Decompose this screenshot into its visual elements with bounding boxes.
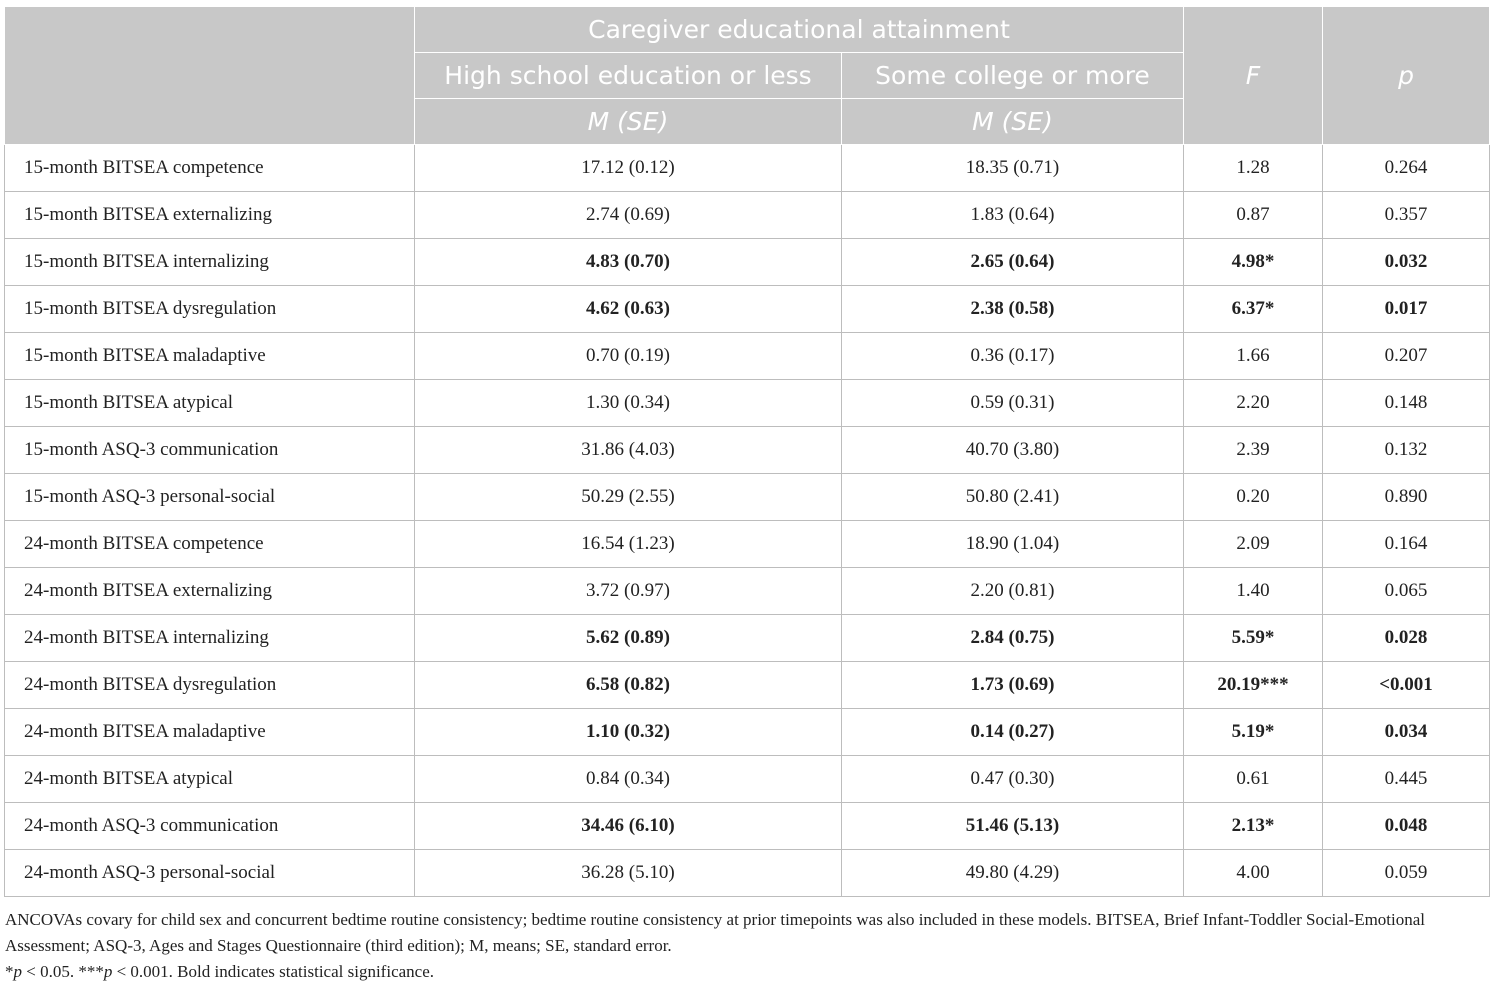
cell-p: 0.032 — [1323, 239, 1490, 286]
cell-some-college: 18.90 (1.04) — [842, 521, 1184, 568]
cell-f: 20.19*** — [1184, 662, 1323, 709]
cell-some-college: 0.36 (0.17) — [842, 333, 1184, 380]
cell-high-school: 16.54 (1.23) — [415, 521, 842, 568]
header-group-title: Caregiver educational attainment — [415, 7, 1184, 53]
cell-p: 0.357 — [1323, 192, 1490, 239]
table-row — [5, 521, 1490, 568]
row-label: 15-month BITSEA internalizing — [5, 239, 415, 286]
row-label: 15-month BITSEA maladaptive — [5, 333, 415, 380]
results-table-container — [4, 6, 1489, 985]
cell-f: 0.61 — [1184, 756, 1323, 803]
cell-high-school: 0.70 (0.19) — [415, 333, 842, 380]
row-label: 24-month BITSEA competence — [5, 521, 415, 568]
header-f: F — [1184, 7, 1323, 145]
cell-high-school: 36.28 (5.10) — [415, 850, 842, 897]
cell-p: 0.164 — [1323, 521, 1490, 568]
table-row — [5, 427, 1490, 474]
header-some-college: Some college or more — [842, 53, 1184, 99]
table-row — [5, 615, 1490, 662]
row-label: 24-month BITSEA atypical — [5, 756, 415, 803]
cell-f: 2.13* — [1184, 803, 1323, 850]
cell-f: 0.20 — [1184, 474, 1323, 521]
cell-f: 2.20 — [1184, 380, 1323, 427]
row-label: 15-month ASQ-3 personal-social — [5, 474, 415, 521]
cell-f: 1.28 — [1184, 145, 1323, 192]
cell-some-college: 2.38 (0.58) — [842, 286, 1184, 333]
row-label: 15-month ASQ-3 communication — [5, 427, 415, 474]
cell-some-college: 2.84 (0.75) — [842, 615, 1184, 662]
table-row — [5, 662, 1490, 709]
cell-high-school: 5.62 (0.89) — [415, 615, 842, 662]
cell-f: 1.40 — [1184, 568, 1323, 615]
cell-high-school: 3.72 (0.97) — [415, 568, 842, 615]
row-label: 24-month ASQ-3 communication — [5, 803, 415, 850]
cell-p: 0.264 — [1323, 145, 1490, 192]
cell-p: 0.028 — [1323, 615, 1490, 662]
table-row — [5, 286, 1490, 333]
cell-some-college: 50.80 (2.41) — [842, 474, 1184, 521]
cell-high-school: 1.30 (0.34) — [415, 380, 842, 427]
cell-some-college: 0.14 (0.27) — [842, 709, 1184, 756]
cell-p: 0.445 — [1323, 756, 1490, 803]
cell-f: 1.66 — [1184, 333, 1323, 380]
header-blank-cell — [5, 7, 415, 145]
cell-some-college: 18.35 (0.71) — [842, 145, 1184, 192]
cell-f: 6.37* — [1184, 286, 1323, 333]
cell-f: 4.98* — [1184, 239, 1323, 286]
results-table — [4, 6, 1490, 897]
sig-star: * — [5, 962, 14, 981]
row-label: 24-month BITSEA internalizing — [5, 615, 415, 662]
table-row — [5, 474, 1490, 521]
sig-text-one: < 0.05. *** — [22, 962, 104, 981]
cell-some-college: 1.73 (0.69) — [842, 662, 1184, 709]
cell-some-college: 2.20 (0.81) — [842, 568, 1184, 615]
notes-significance — [5, 959, 1489, 985]
cell-p: 0.048 — [1323, 803, 1490, 850]
cell-p: 0.017 — [1323, 286, 1490, 333]
row-label: 24-month BITSEA maladaptive — [5, 709, 415, 756]
sig-text-two: < 0.001. Bold indicates statistical significance. — [112, 962, 434, 981]
header-stat-some-college: M (SE) — [842, 99, 1184, 145]
table-row — [5, 333, 1490, 380]
cell-high-school: 0.84 (0.34) — [415, 756, 842, 803]
cell-some-college: 51.46 (5.13) — [842, 803, 1184, 850]
cell-p: 0.132 — [1323, 427, 1490, 474]
cell-some-college: 0.47 (0.30) — [842, 756, 1184, 803]
cell-high-school: 1.10 (0.32) — [415, 709, 842, 756]
cell-high-school: 6.58 (0.82) — [415, 662, 842, 709]
table-row — [5, 192, 1490, 239]
cell-some-college: 40.70 (3.80) — [842, 427, 1184, 474]
sig-p-one: p — [13, 962, 22, 981]
cell-p: 0.034 — [1323, 709, 1490, 756]
row-label: 15-month BITSEA externalizing — [5, 192, 415, 239]
cell-f: 4.00 — [1184, 850, 1323, 897]
row-label: 24-month BITSEA dysregulation — [5, 662, 415, 709]
cell-high-school: 31.86 (4.03) — [415, 427, 842, 474]
table-row — [5, 850, 1490, 897]
header-high-school: High school education or less — [415, 53, 842, 99]
cell-p: 0.148 — [1323, 380, 1490, 427]
header-p: p — [1323, 7, 1490, 145]
notes-abbreviations: ANCOVAs covary for child sex and concurrent bedtime routine consistency; bedtime routine consistency at prior timepoints was also included in these models. BITSEA, Brief Infant-Toddler Social-Emotional Assessment; ASQ-3, Ages and Stages Questionnaire (third edition); M, means; SE, standard error. — [5, 910, 1426, 955]
cell-p: 0.065 — [1323, 568, 1490, 615]
cell-f: 0.87 — [1184, 192, 1323, 239]
row-label: 24-month BITSEA externalizing — [5, 568, 415, 615]
table-row — [5, 803, 1490, 850]
cell-high-school: 17.12 (0.12) — [415, 145, 842, 192]
cell-some-college: 0.59 (0.31) — [842, 380, 1184, 427]
cell-some-college: 2.65 (0.64) — [842, 239, 1184, 286]
row-label: 15-month BITSEA competence — [5, 145, 415, 192]
table-row — [5, 568, 1490, 615]
table-row — [5, 239, 1490, 286]
cell-some-college: 1.83 (0.64) — [842, 192, 1184, 239]
table-row — [5, 756, 1490, 803]
cell-p: 0.890 — [1323, 474, 1490, 521]
sig-p-two: p — [103, 962, 113, 981]
table-body — [5, 145, 1490, 897]
cell-some-college: 49.80 (4.29) — [842, 850, 1184, 897]
cell-f: 2.39 — [1184, 427, 1323, 474]
cell-high-school: 2.74 (0.69) — [415, 192, 842, 239]
cell-high-school: 34.46 (6.10) — [415, 803, 842, 850]
cell-high-school: 4.62 (0.63) — [415, 286, 842, 333]
header-stat-high-school: M (SE) — [415, 99, 842, 145]
cell-f: 5.59* — [1184, 615, 1323, 662]
table-row — [5, 145, 1490, 192]
row-label: 15-month BITSEA dysregulation — [5, 286, 415, 333]
cell-f: 5.19* — [1184, 709, 1323, 756]
cell-f: 2.09 — [1184, 521, 1323, 568]
row-label: 15-month BITSEA atypical — [5, 380, 415, 427]
table-row — [5, 709, 1490, 756]
cell-p: 0.207 — [1323, 333, 1490, 380]
cell-high-school: 4.83 (0.70) — [415, 239, 842, 286]
table-header — [5, 7, 1490, 145]
cell-high-school: 50.29 (2.55) — [415, 474, 842, 521]
cell-p: <0.001 — [1323, 662, 1490, 709]
table-row — [5, 380, 1490, 427]
cell-p: 0.059 — [1323, 850, 1490, 897]
row-label: 24-month ASQ-3 personal-social — [5, 850, 415, 897]
table-notes — [4, 907, 1489, 985]
